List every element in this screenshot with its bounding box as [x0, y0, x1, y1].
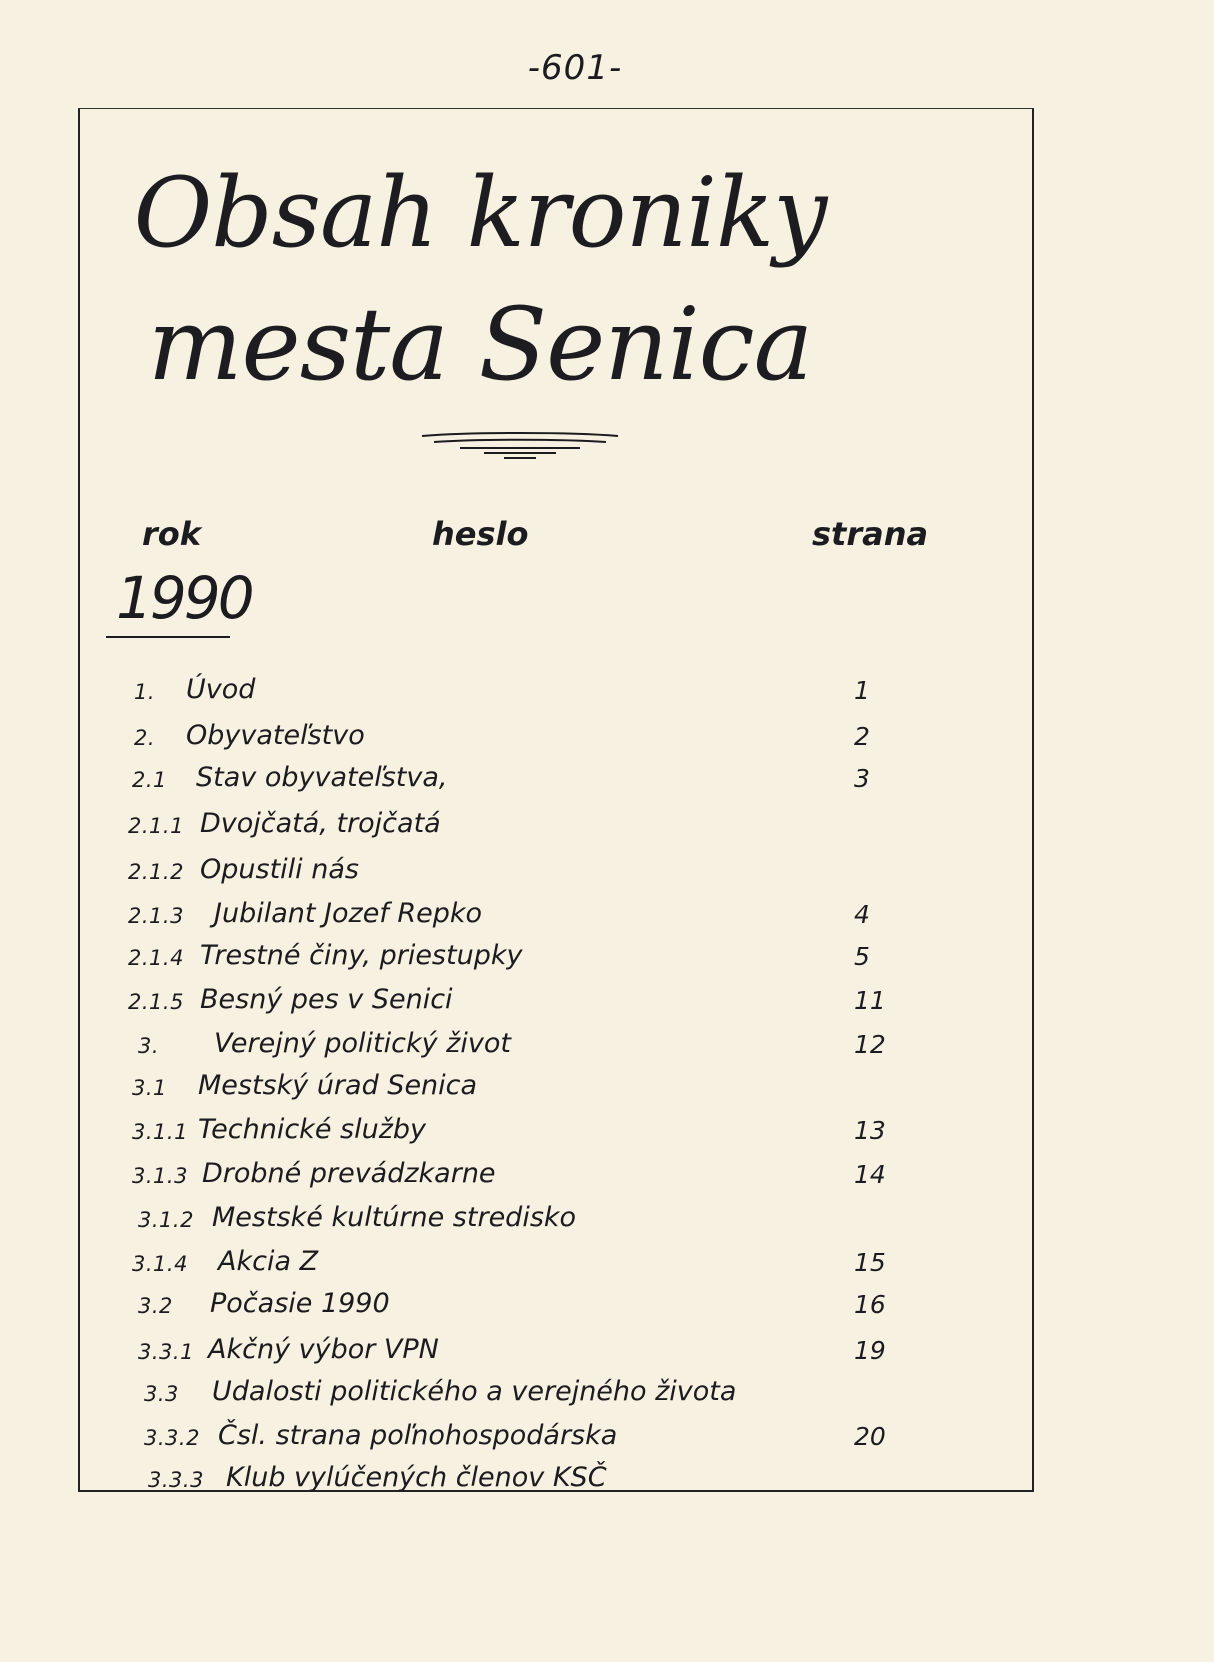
- toc-entry-title: Trestné činy, priestupky: [200, 940, 523, 971]
- toc-entry-number: 2.: [134, 726, 156, 750]
- toc-entry-title: Obyvateľstvo: [186, 720, 365, 751]
- toc-entry-title: Drobné prevádzkarne: [202, 1158, 496, 1189]
- toc-entry-number: 3.1.4: [132, 1252, 188, 1276]
- toc-entry-title: Klub vylúčených členov KSČ: [226, 1462, 607, 1493]
- toc-entry: [0, 1374, 1214, 1418]
- toc-entry: [0, 1156, 1214, 1200]
- toc-entry: [0, 852, 1214, 896]
- toc-entry-title: Stav obyvateľstva,: [196, 762, 448, 793]
- toc-entry-title: Opustili nás: [200, 854, 359, 885]
- toc-entry-number: 2.1.5: [128, 990, 184, 1014]
- toc-entry-number: 2.1.3: [128, 904, 184, 928]
- toc-entry-page: 5: [854, 942, 870, 971]
- toc-entry-number: 3.1.1: [132, 1120, 188, 1144]
- toc-entry-title: Verejný politický život: [214, 1028, 511, 1059]
- toc-entry-title: Akčný výbor VPN: [208, 1334, 439, 1365]
- toc-entry-page: 2: [854, 722, 870, 751]
- toc-entry-number: 2.1: [132, 768, 167, 792]
- document-title-line-1: Obsah kroniky: [133, 157, 827, 269]
- toc-entry-number: 3.1: [132, 1076, 167, 1100]
- toc-entry: [0, 938, 1214, 982]
- toc-entry: [0, 896, 1214, 940]
- toc-entry-title: Mestské kultúrne stredisko: [212, 1202, 577, 1233]
- toc-entry-page: 16: [854, 1290, 886, 1319]
- toc-entry: [0, 1068, 1214, 1112]
- toc-entry-number: 2.1.4: [128, 946, 184, 970]
- toc-entry: [0, 1112, 1214, 1156]
- toc-entry: [0, 1026, 1214, 1070]
- toc-entry: [0, 718, 1214, 762]
- toc-entry-number: 3.2: [138, 1294, 173, 1318]
- toc-entry-title: Úvod: [186, 674, 256, 705]
- toc-entry: [0, 760, 1214, 804]
- toc-entry-title: Dvojčatá, trojčatá: [200, 808, 441, 839]
- toc-entry: [0, 982, 1214, 1026]
- toc-entry-number: 2.1.1: [128, 814, 184, 838]
- toc-entry-page: 14: [854, 1160, 886, 1189]
- toc-entry-page: 13: [854, 1116, 886, 1145]
- toc-entry-number: 3.1.3: [132, 1164, 188, 1188]
- toc-entry-page: 3: [854, 764, 870, 793]
- toc-entry-number: 2.1.2: [128, 860, 184, 884]
- document-title-line-2: mesta Senica: [147, 286, 813, 403]
- toc-entry: [0, 1244, 1214, 1288]
- column-header-page: strana: [812, 515, 929, 553]
- toc-entry-title: Besný pes v Senici: [200, 984, 453, 1015]
- toc-entry-number: 3.3.2: [144, 1426, 200, 1450]
- toc-entry-number: 3.1.2: [138, 1208, 194, 1232]
- toc-entry-number: 3.3.3: [148, 1468, 204, 1492]
- toc-entry: [0, 806, 1214, 850]
- toc-entry-page: 1: [854, 676, 870, 705]
- toc-entry-page: 11: [854, 986, 886, 1015]
- toc-entry: [0, 1332, 1214, 1376]
- toc-entry: [0, 1418, 1214, 1462]
- toc-entry-page: 12: [854, 1030, 886, 1059]
- toc-entry-page: 19: [854, 1336, 886, 1365]
- toc-entry-title: Počasie 1990: [210, 1288, 390, 1319]
- toc-entry: [0, 1460, 1214, 1504]
- toc-entry: [0, 1286, 1214, 1330]
- toc-entry: [0, 1200, 1214, 1244]
- toc-entry-title: Technické služby: [198, 1114, 426, 1145]
- toc-entry-title: Jubilant Jozef Repko: [214, 898, 483, 929]
- year-underline: [106, 636, 230, 638]
- column-header-keyword: heslo: [432, 515, 529, 553]
- toc-entry-page: 4: [854, 900, 870, 929]
- page-number: -601-: [527, 48, 623, 88]
- toc-entry-page: 20: [854, 1422, 886, 1451]
- year-heading: 1990: [116, 564, 252, 632]
- toc-entry: [0, 672, 1214, 716]
- toc-entry-title: Mestský úrad Senica: [198, 1070, 478, 1101]
- title-flourish-ornament: [420, 430, 620, 470]
- toc-entry-title: Akcia Z: [218, 1246, 319, 1277]
- column-header-year: rok: [142, 515, 202, 553]
- toc-entry-number: 3.3: [144, 1382, 179, 1406]
- toc-entry-title: Čsl. strana poľnohospodárska: [218, 1420, 618, 1451]
- toc-entry-page: 15: [854, 1248, 886, 1277]
- toc-entry-number: 3.: [138, 1034, 160, 1058]
- toc-entry-number: 3.3.1: [138, 1340, 194, 1364]
- toc-entry-title: Udalosti politického a verejného života: [212, 1376, 737, 1407]
- toc-entry-number: 1.: [134, 680, 156, 704]
